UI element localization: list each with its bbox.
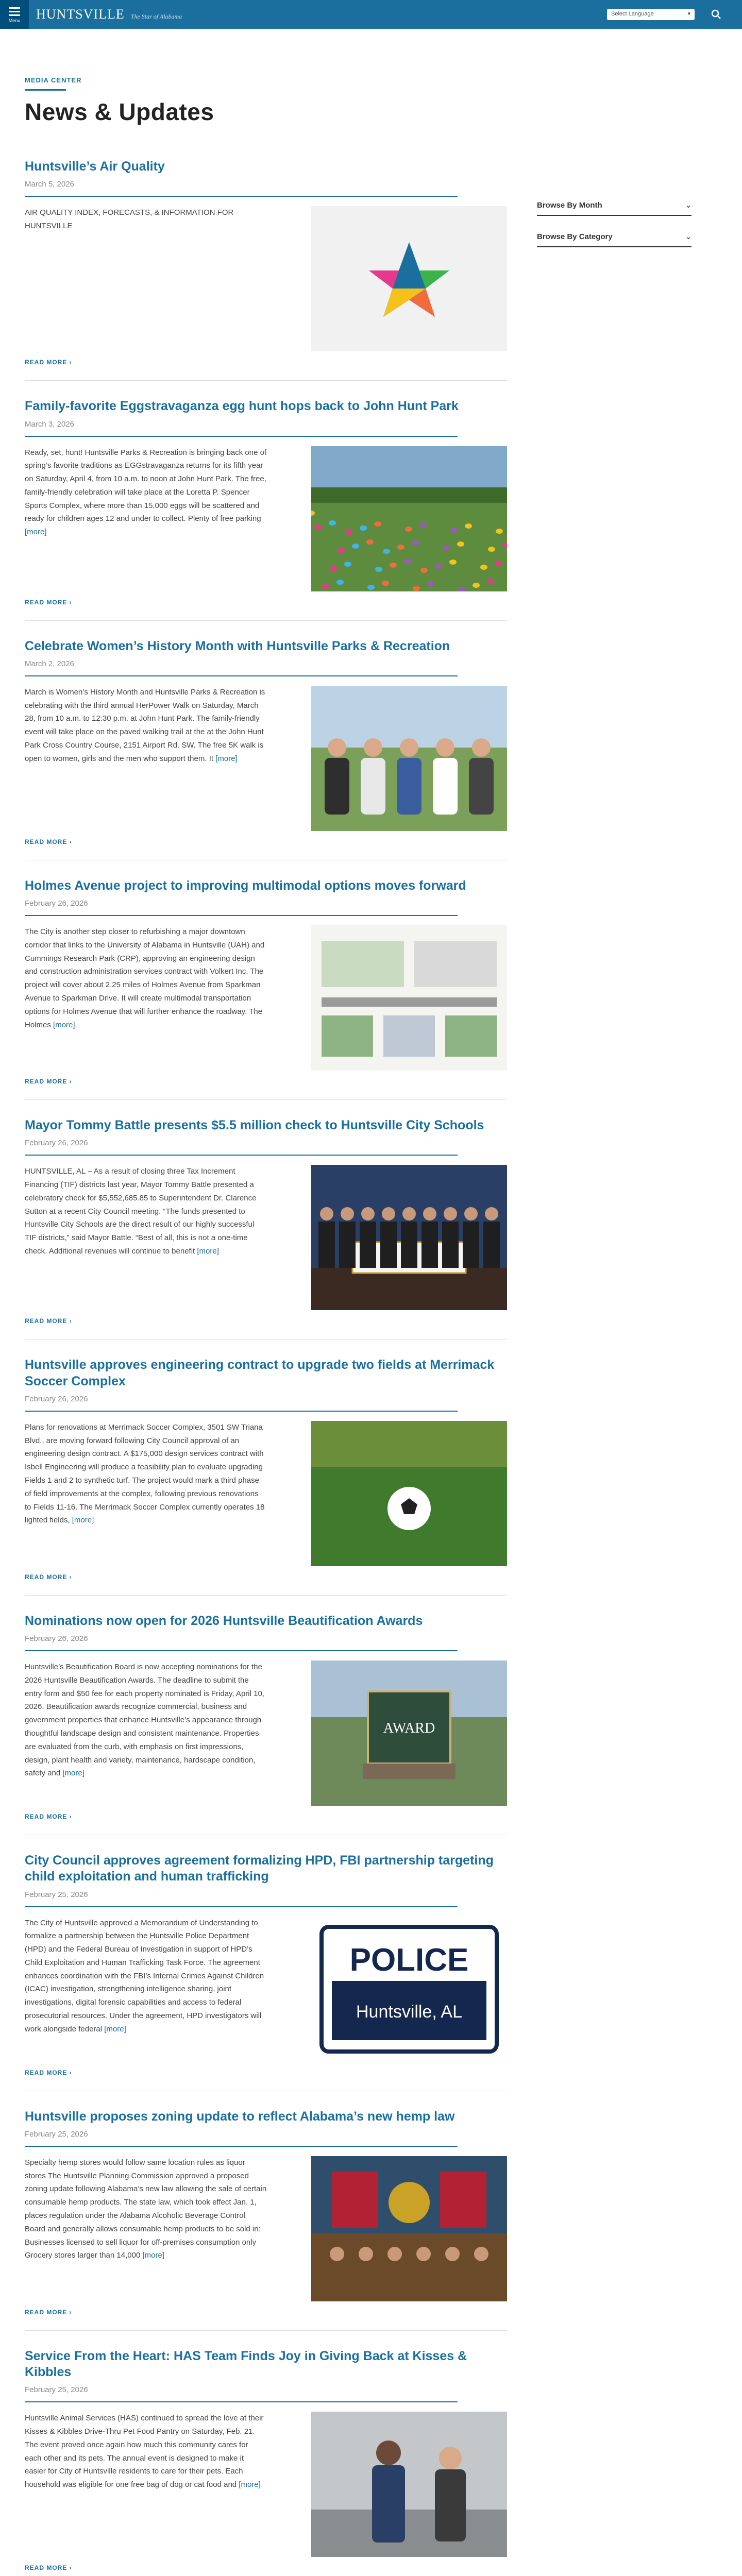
chevron-right-icon: › [67, 1078, 72, 1085]
article-excerpt-text: The City is another step closer to refurbishing a major downtown corridor that links to the University of Alabama in Huntsville (UAH) and Cummings Research Park (CRP), approving an engineering design and construction administration services contract with Volkert Inc. The project will cover about 2.25 miles of Holmes Avenue from Sparkman Avenue to Sparkman Drive. It will create multimodal transportation options for Holmes Avenue that will further enhance the roadway. The Holmes [25, 927, 265, 1029]
article-date: February 25, 2026 [25, 1890, 88, 1899]
article-excerpt [25, 2412, 267, 2557]
chevron-right-icon: › [67, 359, 72, 366]
read-more-label: READ MORE [25, 1573, 68, 1581]
police-sign-city: Huntsville, AL [356, 2002, 462, 2022]
logo-text: HUNTSVILLE [36, 7, 125, 22]
language-select[interactable] [607, 9, 695, 20]
article-excerpt-text: March is Women’s History Month and Huntsville Parks & Recreation is celebrating with the third annual HerPower Walk on Saturday, March 28, from 10 a.m. to 12:30 p.m. at John Hunt Park. The family-friendly event will take place on the paved walking trail at the at the John Hunt Park Cross Country Course, 2151 Airport Rd. SW. The free 5K walk is open to women, girls and the men who support them. It [25, 687, 265, 763]
chevron-right-icon: › [67, 2069, 72, 2076]
article-body [25, 1421, 507, 1566]
plans-image[interactable] [311, 925, 507, 1071]
article-excerpt-text: Huntsville Animal Services (HAS) continued to spread the love at their Kisses & Kibbles Drive-Thru Pet Food Pantry on Saturday, Feb. 21. The event proved once again how much this community cares for each other and its pets. The annual event is designed to make it easier for City of Huntsville residents to care for their pets. Each household was eligible for one free bag of dog or cat food and [25, 2414, 264, 2489]
article-title[interactable]: Holmes Avenue project to improving multimodal options moves forward [25, 878, 466, 893]
news-article [25, 159, 507, 381]
read-more-label: READ MORE [25, 598, 68, 606]
news-article [25, 398, 507, 620]
article-thumbnail[interactable] [311, 1917, 507, 2062]
article-divider [25, 1906, 458, 1907]
police-sign-text: POLICE [349, 1942, 469, 1978]
content [25, 76, 717, 2576]
news-article [25, 1117, 507, 1340]
read-more-link[interactable] [25, 359, 507, 366]
site-logo[interactable] [36, 7, 182, 22]
article-excerpt-text: HUNTSVILLE, AL – As a result of closing three Tax Increment Financing (TIF) districts last year, Mayor Tommy Battle presented a celebratory check for $5,552,685.85 to Superintendent Dr. Clarence Sutton at a recent City Council meeting. “The funds presented to Huntsville City Schools are the direct result of our highly successful TIF districts,” said Mayor Battle. “Best of all, this is not a one-time check. Additional revenues will continue to benefit [25, 1167, 257, 1256]
read-more-label: READ MORE [25, 359, 68, 366]
article-date: March 5, 2026 [25, 180, 74, 189]
article-body [25, 1917, 507, 2062]
read-more-label: READ MORE [25, 1813, 68, 1820]
article-title[interactable]: Service From the Heart: HAS Team Finds Joy in Giving Back at Kisses & Kibbles [25, 2348, 467, 2379]
article-excerpt-text: Plans for renovations at Merrimack Soccer Complex, 3501 SW Triana Blvd., are moving forward following City Council approval of an engineering design contract. A $175,000 design services contract with Isbell Engineering will produce a feasibility plan to evaluate upgrading Fields 1 and 2 to synthetic turf. The project would mark a third phase of field improvements at the complex, following previous renovations to Fields 11-16. The Merrimack Soccer Complex currently operates 18 lighted fields, [25, 1422, 265, 1525]
article-excerpt-text: Specialty hemp stores would follow same location rules as liquor stores The Huntsville Planning Commission approved a proposed zoning update following Alabama’s new law allowing the sale of certain consumable hemp products. The state law, which took effect Jan. 1, places regulation under the Alabama Alcoholic Beverage Control Board and generally allows consumable hemp products to be sold in: Businesses licensed to sell liquor for off-premises consumption only Grocery stores larger than 14,000 [25, 2158, 267, 2260]
article-body [25, 1165, 507, 1310]
star-logo-image[interactable] [311, 206, 507, 351]
article-divider [25, 436, 458, 437]
article-title[interactable]: Family-favorite Eggstravaganza egg hunt hops back to John Hunt Park [25, 399, 459, 414]
article-title[interactable]: City Council approves agreement formalizing HPD, FBI partnership targeting child exploitation and human trafficking [25, 1853, 494, 1884]
article-excerpt-text: The City of Huntsville approved a Memorandum of Understanding to formalize a partnership between the Huntsville Police Department (HPD) and the Federal Bureau of Investigation in support of HPD’s Child Exploitation and Human Trafficking Task Force. The agreement enhances coordination with the FBI’s Internal Crimes Against Children (ICAC) investigation, strengthening intelligence sharing, joint investigations, digital forensic capabilities and access to federal prosecutorial resources. Under the agreement, HPD investigators will work alongside federal [25, 1918, 264, 2033]
page-title: News & Updates [25, 98, 214, 125]
news-article [25, 1853, 507, 2091]
article-more-link[interactable]: [more] [239, 2480, 261, 2489]
article-date: February 26, 2026 [25, 1394, 88, 1403]
article-more-link[interactable]: [more] [25, 528, 47, 537]
news-article [25, 638, 507, 860]
read-more-link[interactable] [25, 2069, 507, 2076]
chevron-right-icon: › [67, 1573, 72, 1581]
volunteers-image[interactable] [311, 2412, 507, 2557]
read-more-label: READ MORE [25, 2069, 68, 2076]
article-body [25, 686, 507, 831]
article-more-link[interactable]: [more] [104, 2024, 126, 2033]
article-title[interactable]: Nominations now open for 2026 Huntsville Beautification Awards [25, 1613, 423, 1628]
article-divider [25, 2401, 458, 2402]
article-title[interactable]: Celebrate Women’s History Month with Huntsville Parks & Recreation [25, 638, 450, 653]
article-excerpt [25, 686, 267, 831]
article-more-link[interactable]: [more] [197, 1247, 219, 1256]
sidebar-item-label: Browse By Category [537, 232, 613, 241]
article-date: February 26, 2026 [25, 1139, 88, 1148]
egg-field-image[interactable] [311, 446, 507, 591]
read-more-link[interactable] [25, 599, 507, 606]
article-excerpt [25, 1421, 267, 1566]
news-article [25, 2109, 507, 2331]
sidebar-item-label: Browse By Month [537, 201, 602, 210]
article-divider [25, 675, 458, 676]
article-more-link[interactable]: [more] [72, 1516, 94, 1525]
tagline: The Star of Alabama [130, 13, 182, 20]
read-more-link[interactable] [25, 2564, 507, 2571]
menu-button[interactable] [0, 0, 29, 29]
article-more-link[interactable]: [more] [142, 2251, 164, 2260]
article-excerpt-text: Huntsville’s Beautification Board is now accepting nominations for the 2026 Huntsville Beautification Awards. The deadline to submit the entry form and $50 fee for each property nominated is Friday, April 10, 2026. Beautification awards recognize commercial, business and government properties that enhance Huntsville’s appearance through thoughtful landscape design and consistent maintenance. Properties are evaluated from the curb, with emphasis on first impressions, design, plant health and variety, maintenance, hardscape condition, safety and [25, 1663, 264, 1778]
police-image[interactable] [311, 1917, 507, 2062]
award-sign-image[interactable] [311, 1660, 507, 1806]
read-more-link[interactable] [25, 838, 507, 845]
news-article [25, 1357, 507, 1596]
article-excerpt [25, 1660, 267, 1806]
article-body [25, 925, 507, 1071]
article-thumbnail[interactable] [311, 1165, 507, 1310]
article-thumbnail[interactable] [311, 2412, 507, 2557]
article-excerpt [25, 925, 267, 1071]
walkers-image[interactable] [311, 686, 507, 831]
sidebar-browse-by-category[interactable] [537, 227, 692, 247]
menu-label: Menu [8, 18, 21, 23]
read-more-label: READ MORE [25, 2308, 68, 2316]
read-more-link[interactable] [25, 1813, 507, 1820]
breadcrumb-underline [25, 89, 66, 91]
read-more-label: READ MORE [25, 2564, 68, 2572]
article-title[interactable]: Huntsville proposes zoning update to reflect Alabama’s new hemp law [25, 2109, 455, 2124]
article-thumbnail[interactable] [311, 1421, 507, 1566]
article-excerpt [25, 446, 267, 591]
award-sign-text: AWARD [383, 1720, 435, 1736]
article-excerpt [25, 1917, 267, 2062]
article-excerpt-text: Ready, set, hunt! Huntsville Parks & Recreation is bringing back one of spring’s favorite traditions as EGGstravaganza returns for its fifth year on Saturday, April 4, from 10 a.m. to noon at John Hunt Park. The free, family-friendly celebration will take place at the Loretta P. Spencer Sports Complex, where more than 15,000 eggs will be scattered and ready for children ages 12 and under to collect. Plenty of free parking [25, 448, 267, 523]
news-article [25, 2348, 507, 2576]
read-more-link[interactable] [25, 1078, 507, 1085]
chevron-down-icon: ⌄ [685, 201, 692, 209]
article-title[interactable]: Mayor Tommy Battle presents $5.5 million check to Huntsville City Schools [25, 1118, 484, 1132]
chevron-right-icon: › [67, 2564, 72, 2572]
article-body [25, 206, 507, 351]
read-more-link[interactable] [25, 1573, 507, 1581]
top-bar [0, 0, 742, 29]
article-thumbnail[interactable] [311, 446, 507, 591]
article-divider [25, 1411, 458, 1412]
chevron-right-icon: › [67, 598, 72, 606]
article-excerpt-text: AIR QUALITY INDEX, FORECASTS, & INFORMATION FOR HUNTSVILLE [25, 208, 234, 231]
article-divider [25, 915, 458, 916]
chevron-right-icon: › [67, 1813, 72, 1820]
check-image[interactable] [311, 1165, 507, 1310]
article-more-link[interactable]: [more] [53, 1020, 75, 1029]
chevron-right-icon: › [67, 2308, 72, 2316]
article-thumbnail[interactable] [311, 925, 507, 1071]
search-icon[interactable] [711, 9, 721, 20]
article-excerpt [25, 206, 267, 351]
article-divider [25, 2146, 458, 2147]
news-article [25, 878, 507, 1100]
article-list [25, 159, 507, 2576]
news-article [25, 1613, 507, 1835]
article-date: February 26, 2026 [25, 899, 88, 908]
article-divider [25, 1155, 458, 1156]
article-excerpt [25, 2156, 267, 2301]
article-title[interactable]: Huntsville’s Air Quality [25, 159, 165, 174]
read-more-link[interactable] [25, 2309, 507, 2316]
chevron-right-icon: › [67, 838, 72, 845]
sidebar [537, 196, 692, 259]
read-more-label: READ MORE [25, 838, 68, 845]
article-divider [25, 1650, 458, 1651]
article-thumbnail[interactable] [311, 686, 507, 831]
article-thumbnail[interactable] [311, 1660, 507, 1806]
read-more-label: READ MORE [25, 1078, 68, 1085]
article-thumbnail[interactable] [311, 2156, 507, 2301]
article-divider [25, 196, 458, 197]
article-body [25, 2156, 507, 2301]
council-image[interactable] [311, 2156, 507, 2301]
article-date: March 2, 2026 [25, 659, 74, 668]
article-more-link[interactable]: [more] [62, 1769, 85, 1778]
breadcrumb[interactable]: MEDIA CENTER [25, 76, 82, 84]
read-more-label: READ MORE [25, 1317, 68, 1325]
chevron-down-icon: ▾ [687, 11, 690, 17]
article-excerpt [25, 1165, 267, 1310]
article-body [25, 1660, 507, 1806]
article-date: March 3, 2026 [25, 419, 74, 429]
chevron-right-icon: › [67, 1317, 72, 1325]
article-date: February 25, 2026 [25, 2385, 88, 2395]
article-date: February 26, 2026 [25, 1634, 88, 1643]
menu-icon [9, 7, 20, 9]
article-thumbnail[interactable] [311, 206, 507, 351]
sidebar-browse-by-month[interactable] [537, 196, 692, 216]
article-more-link[interactable]: [more] [215, 754, 238, 763]
article-date: February 25, 2026 [25, 2129, 88, 2139]
article-title[interactable]: Huntsville approves engineering contract to upgrade two fields at Merrimack Soccer Complex [25, 1358, 495, 1388]
read-more-link[interactable] [25, 1317, 507, 1325]
soccer-image[interactable] [311, 1421, 507, 1566]
language-select-label: Select Language [611, 11, 654, 17]
chevron-down-icon: ⌄ [685, 232, 692, 241]
article-body [25, 446, 507, 591]
article-body [25, 2412, 507, 2557]
